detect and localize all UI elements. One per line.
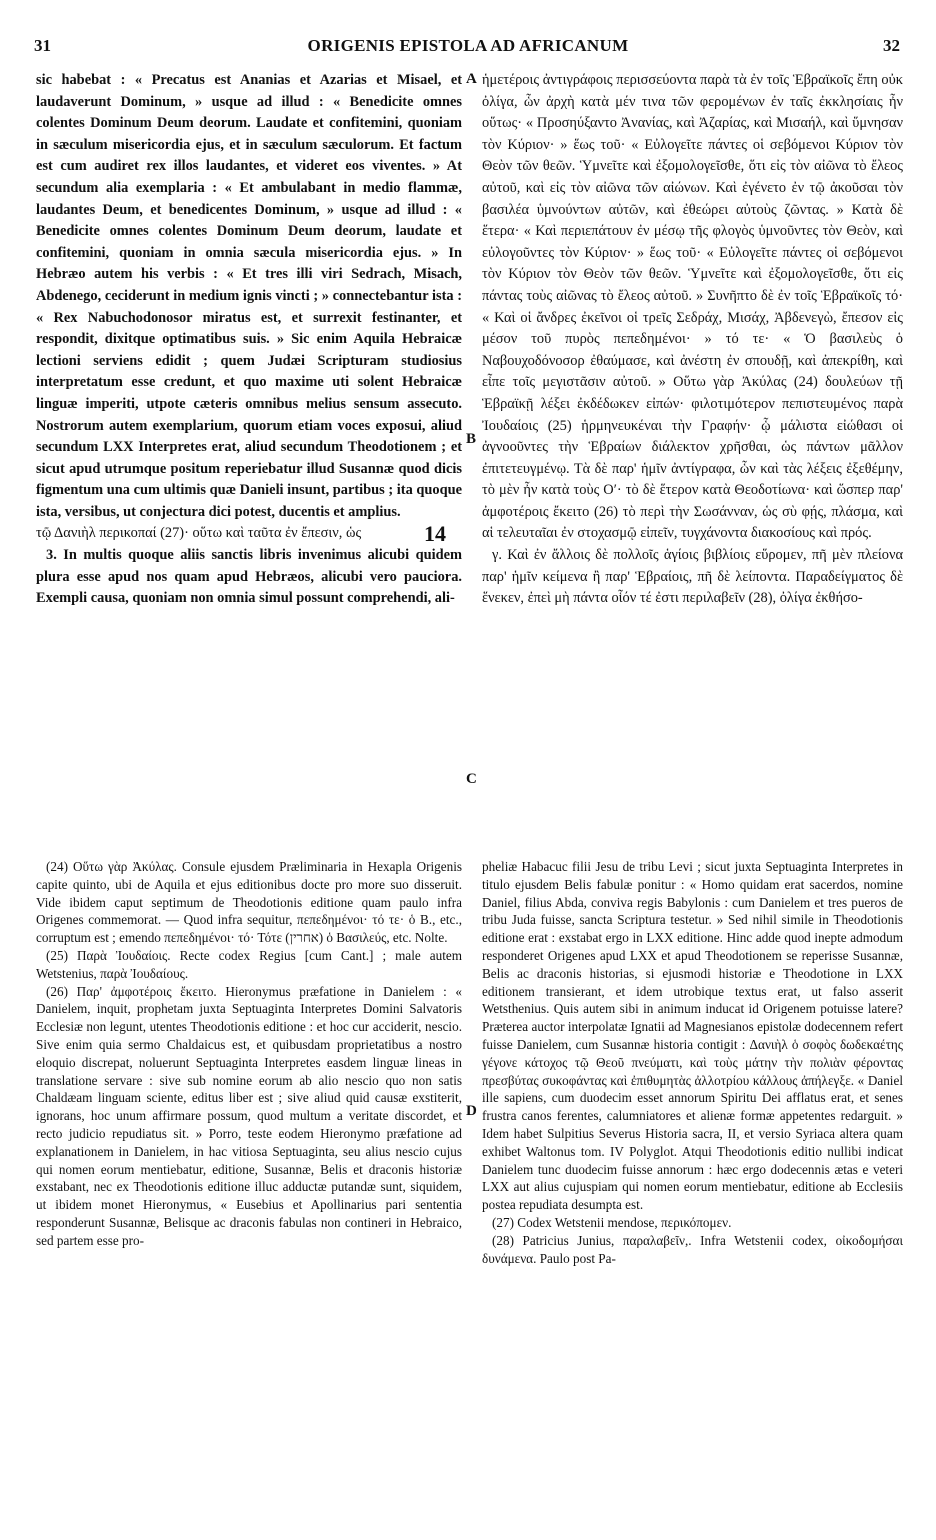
margin-letter-b: B — [466, 431, 477, 447]
footnote-24: (24) Οὕτω γὰρ Ἀκύλας. Consule ejusdem Præliminaria in Hexapla Origenis capite quinto, ubi de Aquila et ejus editionibus docte pro more suo disseruit. Vide ibidem caput septimum de Theodotionis editione quam paulo infra Origenes commemorat. — Quod infra sequitur, πεπεδημένοι· τό τε· ὁ Β., etc., corruptum est ; emendo πεπεδημένοι· τό· Τότε (אחרין) ὁ Βασιλεύς, etc. Nolte. — [36, 859, 462, 946]
footnote-28: (28) Patricius Junius, παραλαβεῖν,. Infra Wetstenii codex, οἰκοδομήσαι δυνάμενα. Paulo post Pa- — [482, 1232, 903, 1266]
page-number-left: 31 — [34, 36, 51, 55]
margin-letter-c: C — [466, 771, 477, 787]
footnotes-left — [36, 858, 462, 1250]
latin-paragraph-1: sic habebat : « Precatus est Ananias et Azarias et Misael, et laudaverunt Dominum, » usque ad illud : « Benedicite omnes colentes Dominum Deum deorum. Laudate et confitemini, quoniam in sæculum misericordia ejus, et in sæculum sæculorum. Et factum est cum audiret rex illos laudantes, et videret eos viventes. » At secundum alia exemplaria : « Et ambulabant in medio flammæ, laudantes Deum, et benedicentes Dominum, » usque ad illud : « Benedicite omnes colentes Dominum Deum deorum, laudate et confitemini, quoniam in omnia sæcula misericordia ejus. » In Hebræo autem his verbis : « Et tres illi viri Sedrach, Misach, Abdenego, ceciderunt in medium ignis vincti ; » connectebantur ista : « Rex Nabuchodonosor miratus est, et surrexit festinanter, et respondit, dixitque optimatibus suis. » Sic enim Aquila Hebraicæ lectioni serviens edidit ; quem Judæi Scripturam studiosius interpretatum esse credunt, et quo maxime uti solent Hebraicæ linguæ imperiti, utpote cæteris omnibus melius sensum assecuto. Nostrorum autem exemplarium, quorum etiam voces exposui, aliud secundum LXX Interpretes erat, aliud secundum Theodotionem ; et sicut apud utrumque positum reperiebatur illud Susannæ quod dicis figmentum una cum ultimis quæ Danieli insunt, partibus ; ita quoque ista, versibus, ut conjectura dici potest, ducentis et amplius. — [36, 72, 462, 520]
latin-paragraph-2: 3. In multis quoque aliis sanctis libris invenimus alicubi quidem plura esse apud nos quam apud Hebræos, alicubi vero pauciora. Exempli causa, quoniam non omnia simul possunt comprehendi, ali- — [36, 547, 462, 607]
greek-main-column — [482, 70, 903, 610]
footnote-26-continued: pheliæ Habacuc filii Jesu de tribu Levi ; sicut juxta Septuaginta Interpretes in titulo ejusdem Belis fabulæ ponitur : « Homo quidam erat sacerdos, nomine Daniel, filius Abda, conviva regis Babylonis : cum Danielem et tres pueros de tribu Juda fuisse, sancta Scriptura testetur. » Sed nihil simile in Theodotionis editione erat : exstabat ergo in LXX editione. Hinc adde quod inepte admodum responderet Origenes apud LXX et apud Theodotionem se reperisse Susannæ, Belis ac draconis historias, si ejusmodi historiæ e Theodotione in LXX editionem transierant, et idem utrobique textus erat, ut falso asserit Wetsthenius. Quis autem sibi in animum inducat id Origenem potuisse latere? Præterea auctor interpolatæ Ignatii ad Magnesianos epistolæ dodecennem refert fuisse Danielem, cum Susannæ historia contigit : Δανιὴλ ὁ σοφὸς δωδεκαέτης γέγονε κάτοχος τῷ Θεοῦ πνεύματι, καὶ τοὺς μάτην τὴν πολιὰν φέροντας πρεσβύτας συκοφάντας καὶ ἐπιθυμητὰς ἀλλοτρίου κάλλους ἀπήλεγξε. « Daniel ille sapiens, cum duodecim esset annorum Spiritu Dei afflatus erat, et senes frustra canos ferentes, calumniatores et alienæ formæ appetentes redarguit. » Idem habet Sulpitius Severus Historia sacra, II, et versio Syriaca altera quam exhibet Waltonus tom. IV Polyglot. Atqui Theodotionis editio nullibi indicat Danielem tunc duodecim fuisse annorum : hæc ergo dodecennis ætas e veteri LXX aut alius cujuspiam qui nomen eorum mentiebatur, editione ab Ecclesiis postea repudiata desumpta est. — [482, 859, 903, 1213]
margin-column-number: 14 — [424, 521, 446, 546]
running-title: ORIGENIS EPISTOLA AD AFRICANUM — [307, 36, 629, 55]
greek-paragraph-1: ἡμετέροις ἀντιγράφοις περισσεύοντα παρὰ τὰ ἐν τοῖς Ἑβραϊκοῖς ἔπη οὐκ ὀλίγα, ὧν ἀρχὴ κατὰ μέν τινα τῶν φερομένων ἐν ταῖς ἐκκλησίαις ἦν οὕτως· « Προσηύξαντο Ἀνανίας, καὶ Ἀζαρίας, καὶ Μισαήλ, καὶ ὕμνησαν τὸν Κύριον· » ἕως τοῦ· « Εὐλογεῖτε πάντες οἱ σεβόμενοι Κύριον τὸν Θεὸν τῶν θεῶν. Ὑμνεῖτε καὶ ἐξομολογεῖσθε, ὅτι εἰς τὸν αἰῶνα τὸ ἔλεος αὐτοῦ, καὶ εἰς τὸν αἰῶνα τῶν αἰώνων. Καὶ ἐγένετο ἐν τῷ ἀκοῦσαι τὸν βασιλέα ὑμνούντων αὐτῶν, καὶ ἐθεώρει αὐτοὺς ζῶντας. » Κατὰ δὲ ἕτερα· « Καὶ περιεπάτουν ἐν μέσῳ τῆς φλογὸς ὑμνοῦντες τὸν Θεὸν, καὶ εὐλογοῦντες τὸν Κύριον· » ἕως τοῦ· « Εὐλογεῖτε πάντες οἱ σεβόμενοι τὸν Κύριον τὸν Θεὸν τῶν θεῶν. Ὑμνεῖτε καὶ ἐξομολογεῖσθε, ὅτι εἰς πάντας τοὺς αἰῶνας τὸ ἔλεος αὐτοῦ. » Συνῆπτο δὲ ἐν τοῖς Ἑβραϊκοῖς τό· « Καὶ οἱ ἄνδρες ἐκεῖνοι οἱ τρεῖς Σεδράχ, Μισάχ, Ἀβδενεγὼ, ἔπεσον εἰς μέσον τοῦ πυρὸς πεπεδημένοι· » τό τε· « Ὁ βασιλεὺς ὁ Ναβουχοδόνοσορ ἐθαύμασε, καὶ ἀνέστη ἐν σπουδῇ, καὶ ἀπεκρίθη, καὶ εἶπε τοῖς μεγιστᾶσιν αὐτοῦ. » Οὕτω γὰρ Ἀκύλας (24) δουλεύων τῇ Ἑβραϊκῇ λέξει ἐκδέδωκεν εἰπών· φιλοτιμότερον πεπιστευμένος παρὰ Ἰουδαίοις (25) ἡρμηνευκέναι τὴν Γραφήν· ᾧ μάλιστα εἰώθασι οἱ ἀγνοοῦντες τὴν Ἑβραίων διάλεκτον χρῆσθαι, ὡς πάντων μᾶλλον ἐπιτετευγμένῳ. Τὰ δὲ παρ' ἡμῖν ἀντίγραφα, ὧν καὶ τὰς λέξεις ἐξεθέμην, τὸ μὲν ἦν κατὰ τοὺς Οʹ· τὸ δὲ ἕτερον κατὰ Θεοδοτίωνα· καὶ ὥσπερ παρ' ἀμφοτέροις ἔκειτο (26) τὸ περὶ τὴν Σωσάνναν, ὡς σὺ φῄς, πλάσμα, καὶ αἱ τελευταῖαι ἐν στοχασμῷ εἰπεῖν, τυγχάνοντα διακοσίους καὶ πρός. — [482, 72, 903, 542]
margin-letter-a: A — [466, 71, 477, 87]
footnote-26: (26) Παρ' ἀμφοτέροις ἔκειτο. Hieronymus præfatione in Danielem : « Danielem, inquit, prophetam juxta Septuaginta Interpretes Domini Salvatoris Ecclesiæ non legunt, utentes Theodotionis editione : et hoc cur acciderit, nescio. Sive enim quia sermo Chaldaicus est, et quibusdam proprietatibus a nostro eloquio discrepat, noluerunt Septuaginta Interpretes easdem linguæ lineas in translatione servare : sive sub nomine eorum ab alio nescio quo non satis Chaldæam linguam sciente, editus liber est ; sive aliud quid causæ exstiterit, ignorans, hoc unum affirmare possum, quod multum a veritate discordet, et recto judicio repudiatus sit. » Porro, teste eodem Hieronymo præfatione ad explanationem in Danielem, in hac vitiosa Septuaginta, seu alius nescio cujus qui nomen eorum mentiebatur, editione, Susannæ, Belis et draconis historiæ exstabant, nec ex Theodotionis editione illuc adductæ putandæ sunt, siquidem, ut ibidem monet Hieronymus, « Eusebius et Apollinarius pari sententia responderunt Susannæ, Belisque ac draconis fabulas non contineri in Hebraico, sed partem esse pro- — [36, 983, 462, 1248]
greek-carry-line: τῷ Δανιὴλ περικοπαί (27)· οὕτω καὶ ταῦτα ἐν ἔπεσιν, ὡς — [36, 525, 362, 542]
margin-letter-d: D — [466, 1103, 477, 1119]
footnotes-right — [482, 858, 903, 1267]
page-number-right: 32 — [883, 36, 900, 55]
greek-paragraph-2: γ. Καὶ ἐν ἄλλοις δὲ πολλοῖς ἁγίοις βιβλίοις εὕρομεν, πῆ μὲν πλείονα παρ' ἡμῖν κείμενα ἢ παρ' Ἑβραίοις, πῆ δὲ λείποντα. Παραδείγματος δὲ ἕνεκεν, ἐπεὶ μὴ πάντα οἷόν τέ ἐστι περιλαβεῖν (28), ὀλίγα ἐκθήσο- — [482, 547, 903, 607]
footnote-25: (25) Παρὰ Ἰουδαίοις. Recte codex Regius [cum Cant.] ; male autem Wetstenius, παρὰ Ἰουδαίους. — [36, 947, 462, 981]
footnote-27: (27) Codex Wetstenii mendose, περικόπομεν. — [492, 1214, 732, 1230]
latin-main-column — [36, 70, 462, 610]
